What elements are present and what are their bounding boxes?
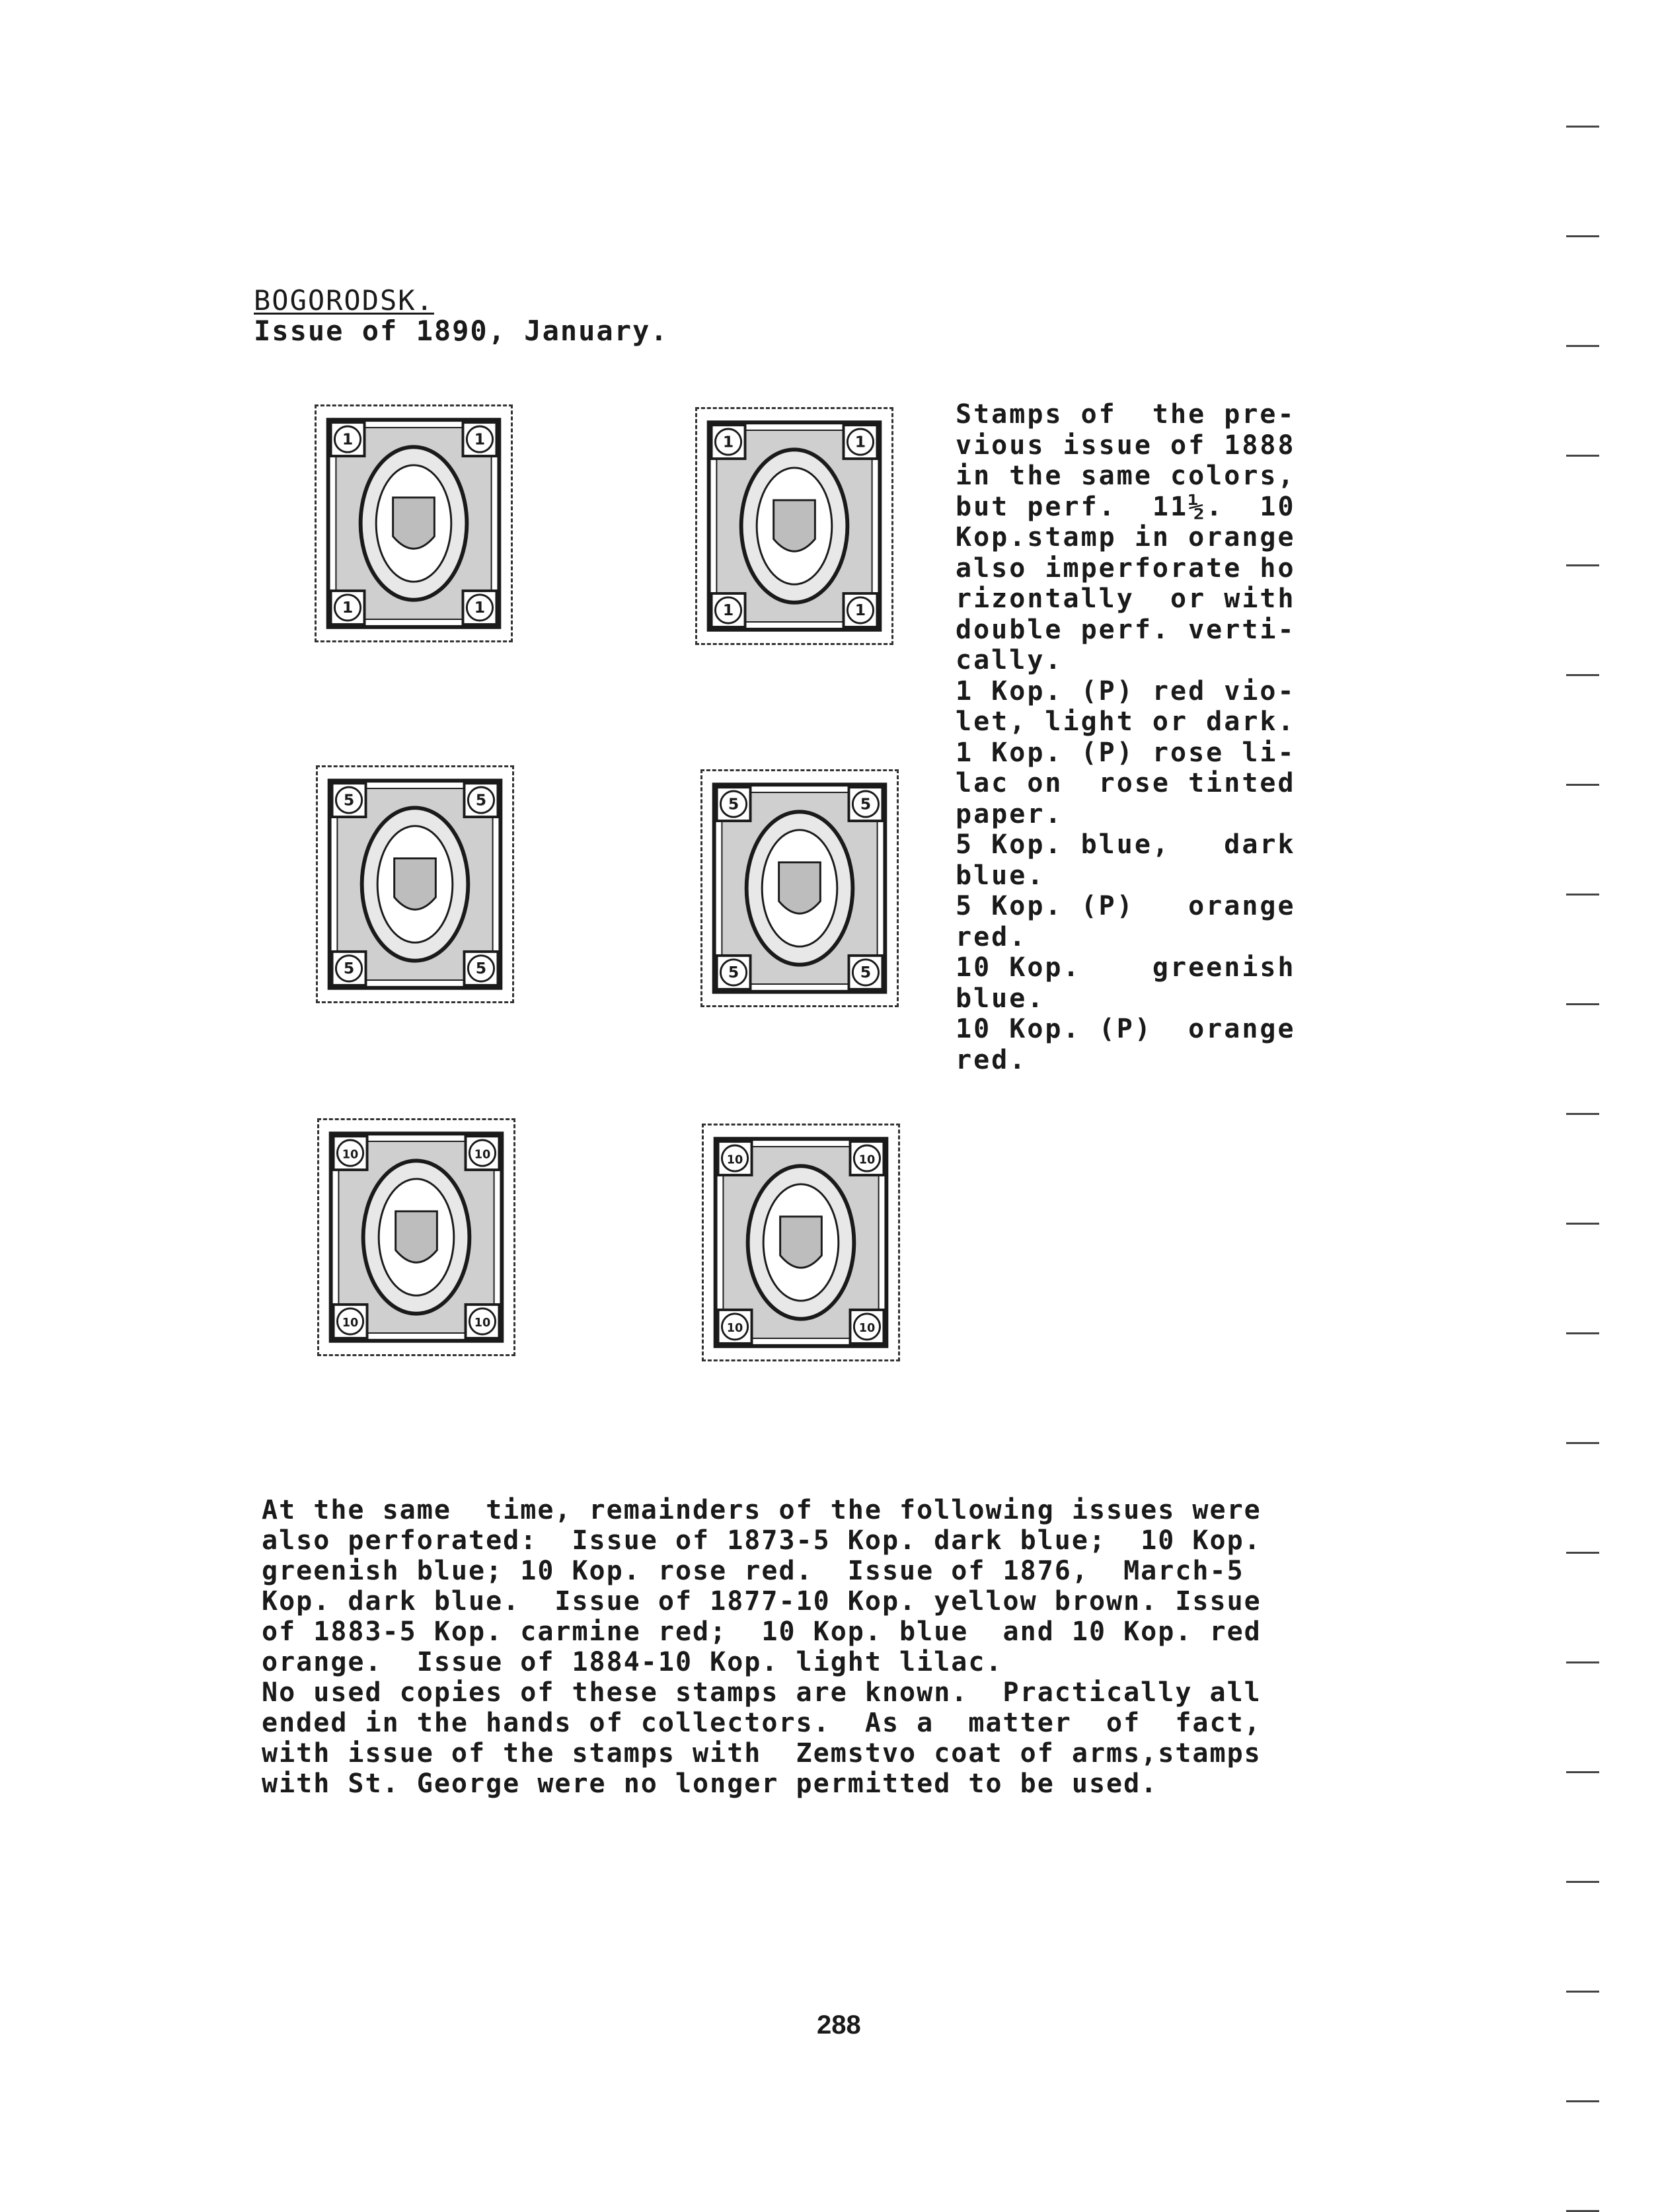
stamp-denomination: 1 [342, 430, 354, 449]
page-number: 288 [817, 2010, 861, 2040]
stamp-denomination: 5 [343, 790, 355, 810]
stamp-description [956, 399, 1312, 1075]
text-line: 1 Kop. (P) rose li- [956, 737, 1296, 768]
stamp-denomination: 10 [726, 1322, 743, 1336]
margin-tick [1566, 455, 1599, 457]
stamp-image [315, 404, 513, 642]
stamp-denomination: 10 [858, 1322, 876, 1336]
text-line: blue. [956, 983, 1045, 1014]
stamp-denomination: 10 [342, 1316, 359, 1330]
text-line: red. [956, 1044, 1028, 1075]
margin-tick [1566, 1223, 1599, 1225]
text-line: paper. [956, 798, 1063, 829]
text-line: also imperforate ho [956, 553, 1296, 584]
stamp-denomination: 5 [475, 959, 487, 978]
margin-tick [1566, 1991, 1599, 1993]
text-line: 10 Kop. greenish [956, 952, 1296, 983]
text-line: also perforated: Issue of 1873-5 Kop. dark blue; 10 Kop. [262, 1525, 1262, 1556]
margin-tick [1566, 345, 1599, 347]
margin-tick [1566, 235, 1599, 237]
stamp-denomination: 10 [342, 1148, 359, 1162]
margin-tick [1566, 1113, 1599, 1115]
stamp-art [317, 406, 511, 640]
body-paragraph [262, 1495, 1319, 1799]
issue-date: Issue of 1890, January. [254, 315, 669, 347]
margin-tick [1566, 564, 1599, 566]
margin-tick [1566, 1881, 1599, 1883]
text-line: with St. George were no longer permitted to be used. [262, 1769, 1158, 1799]
text-line: rizontally or with [956, 584, 1296, 614]
text-line: greenish blue; 10 Kop. rose red. Issue of 1876, March-5 [262, 1556, 1244, 1586]
stamp-image [695, 407, 893, 645]
text-line: No used copies of these stamps are known. Practically all [262, 1677, 1262, 1708]
text-line: of 1883-5 Kop. carmine red; 10 Kop. blue and 10 Kop. red [262, 1617, 1262, 1647]
text-line: cally. [956, 645, 1063, 675]
text-line: double perf. verti- [956, 614, 1296, 645]
stamp-denomination: 5 [475, 790, 487, 810]
margin-tick [1566, 1003, 1599, 1005]
text-line: 10 Kop. (P) orange [956, 1014, 1296, 1044]
margin-tick [1566, 1442, 1599, 1444]
text-line: 1 Kop. (P) red vio- [956, 675, 1296, 706]
stamp-denomination: 5 [728, 963, 739, 982]
stamp-image [317, 1118, 515, 1356]
text-line: ended in the hands of collectors. As a matter of fact, [262, 1708, 1262, 1738]
stamp-denomination: 1 [342, 598, 354, 617]
stamp-art [318, 767, 512, 1001]
stamp-denomination: 10 [474, 1316, 491, 1330]
text-line: At the same time, remainders of the following issues were [262, 1495, 1262, 1525]
stamp-image [316, 765, 514, 1003]
stamp-image [700, 769, 899, 1007]
margin-tick [1566, 2100, 1599, 2102]
stamp-denomination: 5 [860, 794, 872, 814]
stamp-denomination: 1 [722, 601, 734, 620]
margin-tick [1566, 1552, 1599, 1554]
section-title: BOGORODSK. [254, 284, 434, 317]
stamp-denomination: 5 [860, 963, 872, 982]
margin-tick [1566, 126, 1599, 128]
margin-tick [1566, 1332, 1599, 1334]
text-line: 5 Kop. blue, dark [956, 829, 1296, 860]
margin-tick [1566, 674, 1599, 676]
stamp-denomination: 1 [474, 430, 486, 449]
stamp-denomination: 5 [343, 959, 355, 978]
text-line: let, light or dark. [956, 706, 1296, 737]
text-line: Kop.stamp in orange [956, 522, 1296, 553]
stamp-denomination: 5 [728, 794, 739, 814]
stamp-art [697, 409, 891, 643]
text-line: orange. Issue of 1884-10 Kop. light lilac. [262, 1647, 1003, 1677]
stamp-denomination: 10 [858, 1153, 876, 1167]
text-line: but perf. 11½. 10 [956, 491, 1296, 522]
stamp-image [702, 1124, 900, 1361]
stamp-denomination: 10 [726, 1153, 743, 1167]
text-line: red. [956, 921, 1028, 952]
margin-tick [1566, 1771, 1599, 1773]
margin-tick [1566, 784, 1599, 786]
section-heading [254, 286, 669, 346]
stamp-denomination: 1 [474, 598, 486, 617]
stamp-art [319, 1120, 513, 1354]
stamp-denomination: 1 [854, 432, 866, 451]
margin-tick [1566, 1661, 1599, 1663]
stamp-denomination: 1 [854, 601, 866, 620]
margin-tick [1566, 894, 1599, 896]
stamp-denomination: 1 [722, 432, 734, 451]
stamp-art [704, 1125, 898, 1359]
text-line: Kop. dark blue. Issue of 1877-10 Kop. yellow brown. Issue [262, 1586, 1262, 1617]
text-line: with issue of the stamps with Zemstvo coat of arms,stamps [262, 1738, 1262, 1769]
text-line: 5 Kop. (P) orange [956, 891, 1296, 921]
text-line: lac on rose tinted [956, 768, 1296, 798]
text-line: vious issue of 1888 [956, 430, 1296, 461]
stamp-art [702, 771, 897, 1005]
text-line: blue. [956, 860, 1045, 891]
text-line: Stamps of the pre- [956, 399, 1296, 430]
text-line: in the same colors, [956, 461, 1296, 491]
stamp-denomination: 10 [474, 1148, 491, 1162]
